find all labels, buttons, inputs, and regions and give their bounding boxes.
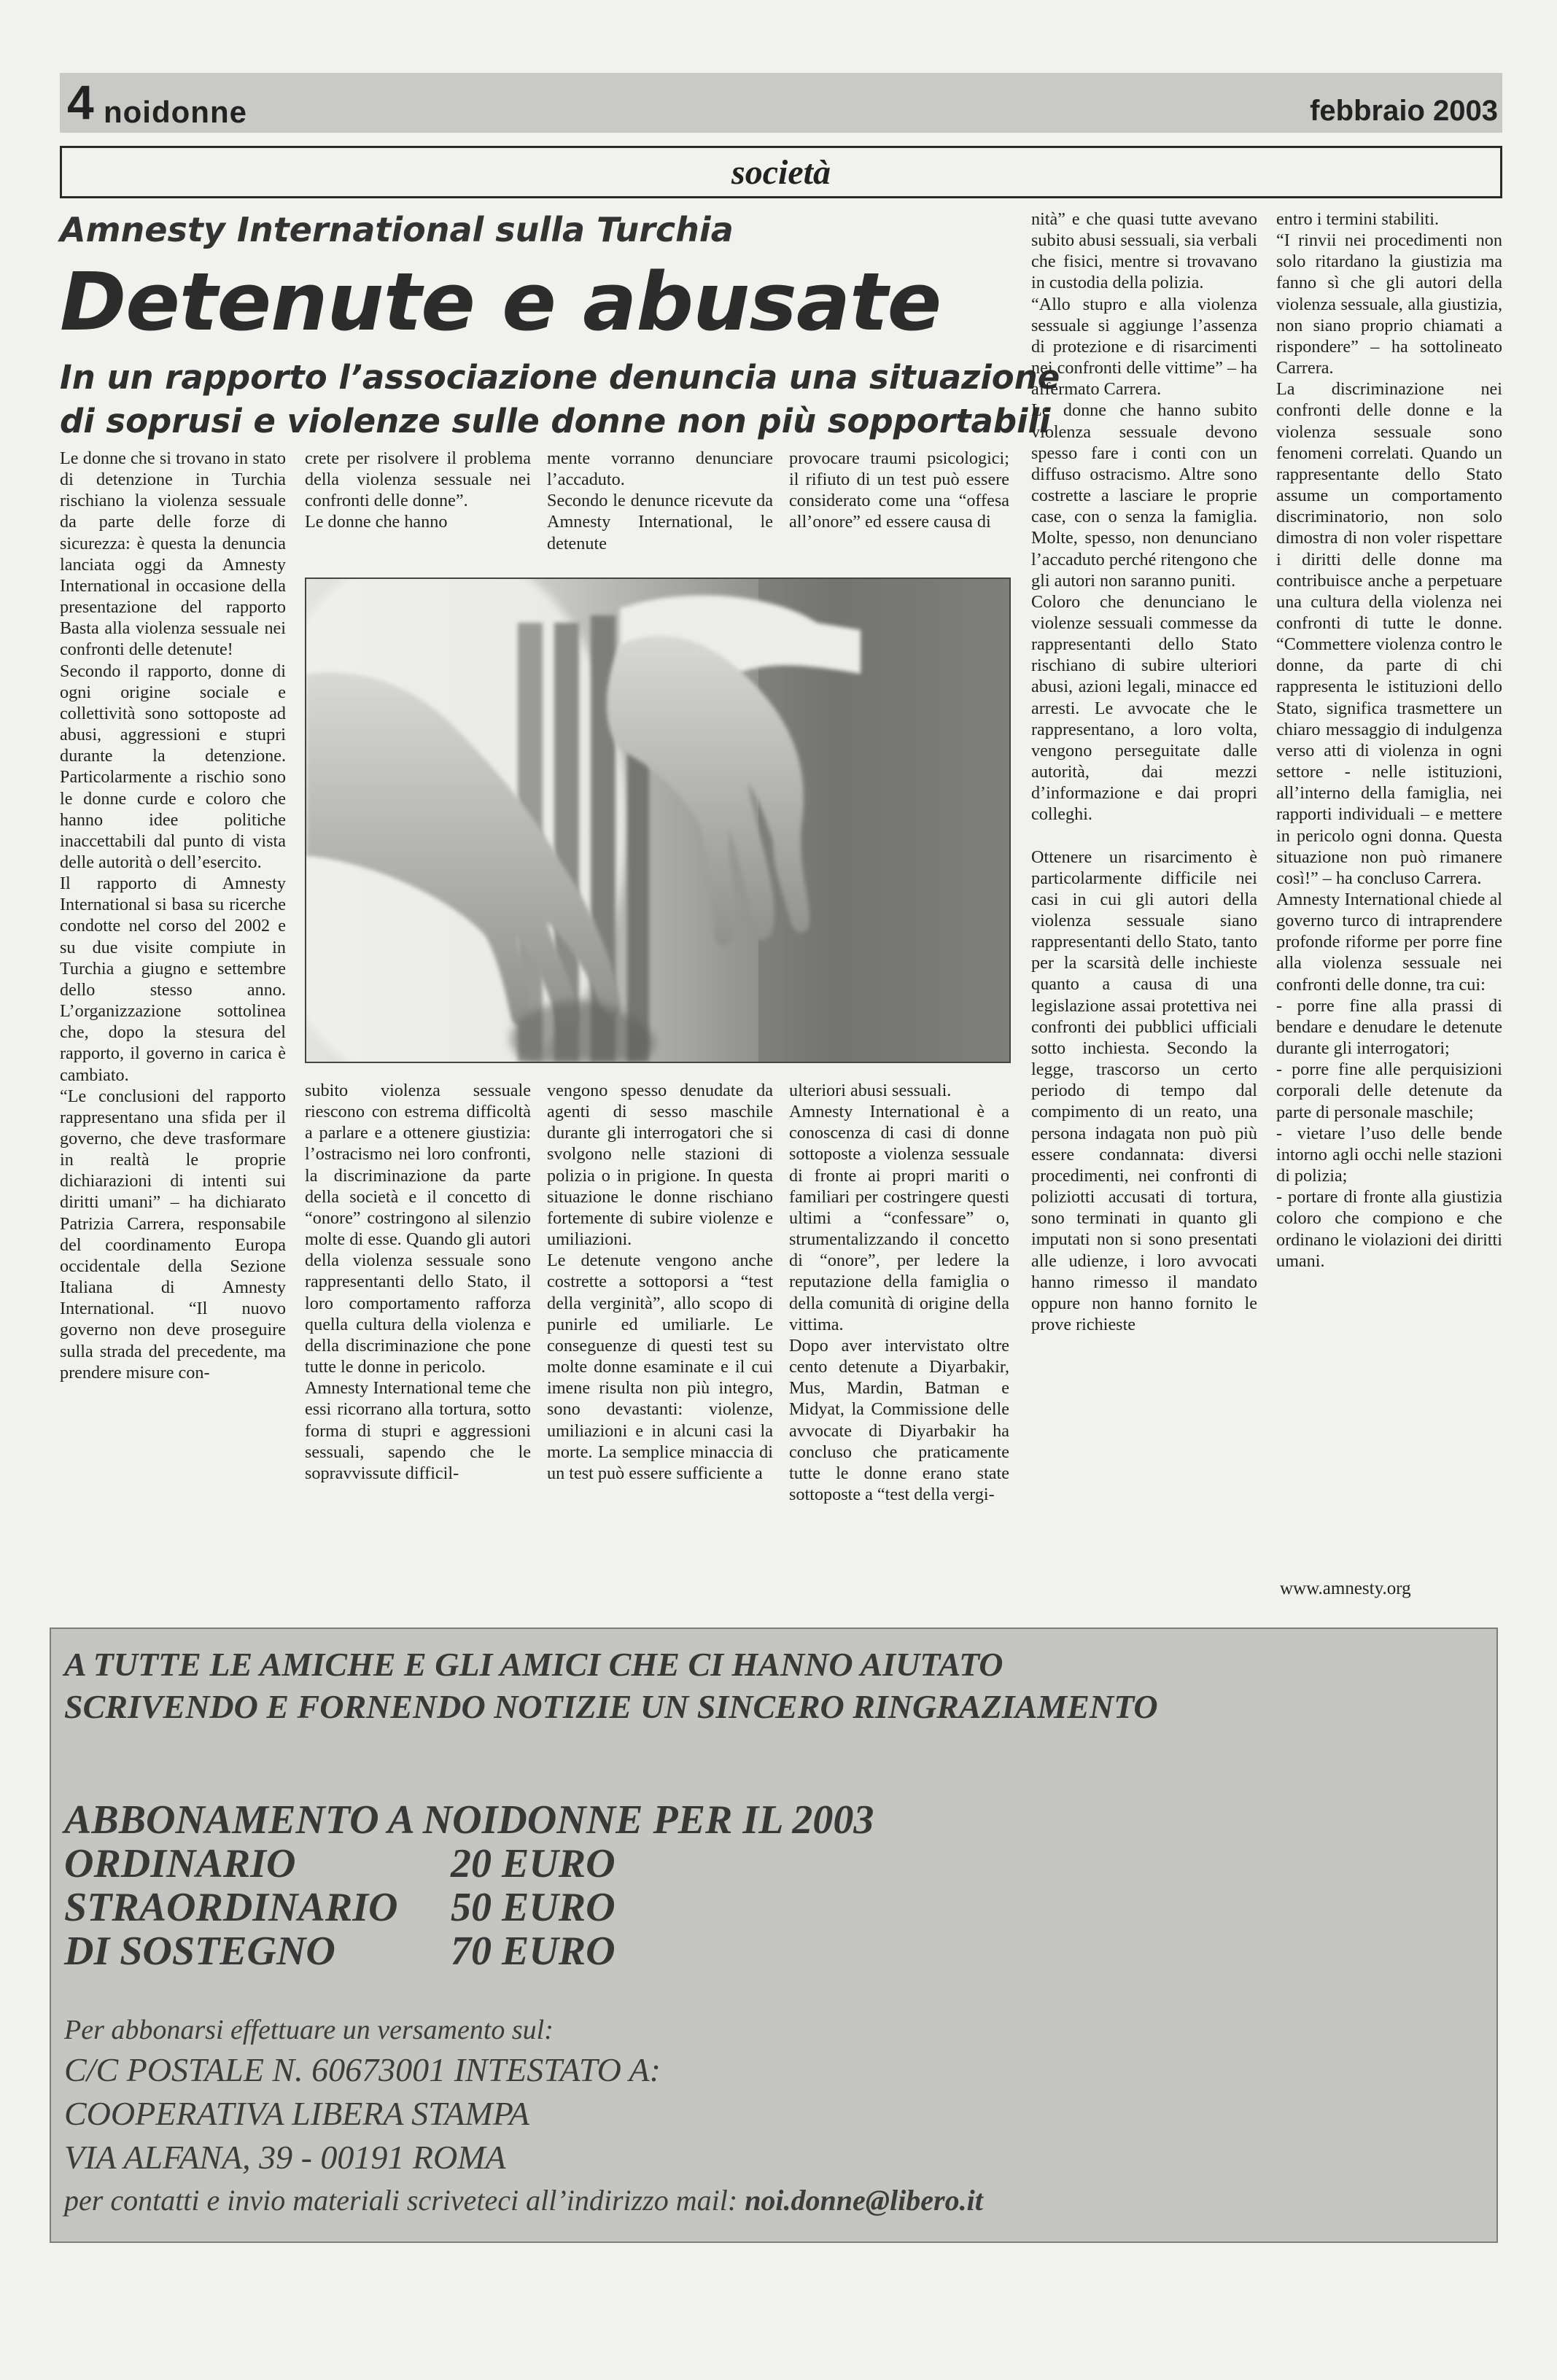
subscription-title: ABBONAMENTO A NOIDONNE PER IL 2003 — [64, 1797, 874, 1843]
paragraph: Coloro che denunciano le violenze sessuali commesse da rappresentanti dello Stato rischiano di subire ulteriori abusi, azioni legali, minacce ed arresti. Le avvocate che le rappresentano, a loro volta, vengono perseguitate dalle autorità, dai mezzi d’informazione e dai propri colleghi. — [1031, 591, 1257, 825]
photo-illustration — [306, 579, 1009, 1062]
paragraph: vengono spesso denudate da agenti di sesso maschile durante gli interrogatori che si svolgono nelle stazioni di polizia o in prigione. In questa situazione le donne rischiano fortemente di subire violenze e umiliazioni. — [547, 1081, 773, 1250]
contact-email-link[interactable]: noi.donne@libero.it — [745, 2184, 983, 2217]
paragraph: La discriminazione nei confronti delle donne e la violenza sessuale sono fenomeni correlati. Quando un rappresentante dello Stato assume un comportamento discriminatorio, non solo dimostra di non voler rispettare i diritti delle donne ma contribuisce anche a perpetuare una cultura della violenza nei confronti di tutte le donne. “Commettere violenza contro le donne, da parte di chi rappresenta le istituzioni dello Stato, significa trasmettere un chiaro messaggio di indulgenza verso atti di violenza in ogni settore - nelle istituzioni, all’interno della famiglia, nei rapporti individuali – e mettere in pericolo ogni donna. Questa situazione non può rimanere così!” – ha concluso Carrera. — [1276, 379, 1502, 888]
paragraph: “Allo stupro e alla violenza sessuale si aggiunge l’assenza di protezione e di risarcimenti nei confronti delle vittime” – ha affermato Carrera. — [1031, 294, 1257, 400]
paragraph: provocare traumi psicologici; il rifiuto di un test può essere considerato come una “offesa all’onore” ed essere causa di — [789, 448, 1009, 532]
subscription-tier-label: STRAORDINARIO — [64, 1885, 398, 1930]
article-column-3-bottom — [547, 1080, 773, 1484]
list-item: - portare di fronte alla giustizia coloro che compiono e che ordinano le violazioni dei diritti umani. — [1276, 1187, 1502, 1271]
article-column-2-bottom — [305, 1080, 531, 1484]
paragraph: ulteriori abusi sessuali. — [789, 1081, 952, 1100]
list-item: - porre fine alle perquisizioni corporali delle detenute da parte di personale maschile; — [1276, 1059, 1502, 1122]
paragraph: Dopo aver intervistato oltre cento detenute a Diyarbakir, Mus, Mardin, Batman e Midyat, la Commissione delle avvocate di Diyarbakir ha concluso che praticamente tutte le donne erano state sottoposte a “test della vergi- — [789, 1335, 1009, 1504]
list-item: - vietare l’uso delle bende intorno agli occhi nelle stazioni di polizia; — [1276, 1123, 1502, 1186]
payment-intro: Per abbonarsi effettuare un versamento sul: — [64, 2015, 554, 2045]
subscription-tier-label: DI SOSTEGNO — [64, 1929, 335, 1974]
payment-address: VIA ALFANA, 39 - 00191 ROMA — [64, 2139, 506, 2176]
page-number: 4 — [67, 75, 94, 129]
payment-account: C/C POSTALE N. 60673001 INTESTATO A: — [64, 2051, 661, 2088]
article-column-5 — [1031, 209, 1257, 1335]
paragraph: Le detenute vengono anche costrette a sottoporsi a “test della verginità”, allo scopo di punirle ed umiliarle. Le conseguenze di questi test su molte donne esaminate e il cui imene risulta non più integro, sono devastanti: violenze, umiliazioni e in alcuni casi la morte. La semplice minaccia di un test può essere sufficiente a — [547, 1251, 773, 1483]
article-column-4-top — [789, 448, 1009, 533]
article-column-2-top — [305, 448, 531, 533]
article-column-6 — [1276, 209, 1502, 1272]
paragraph: crete per risolvere il problema della violenza sessuale nei confronti delle donne”. — [305, 448, 531, 511]
paragraph: subito violenza sessuale riescono con estrema difficoltà a parlare e a ottenere giustizia: l’ostracismo nei loro confronti, la discriminazione da parte della società e il concetto di “onore” costringono al silenzio molte di esse. Quando gli autori della violenza sessuale sono rappresentanti dello Stato, il loro comportamento rafforza quella cultura della violenza e della discriminazione che pone tutte le donne in pericolo. — [305, 1081, 531, 1377]
article-kicker: Amnesty International sulla Turchia — [60, 210, 734, 249]
paragraph: Secondo le denunce ricevute da Amnesty International, le detenute — [547, 491, 773, 553]
publication-name: noidonne — [104, 95, 247, 129]
subheadline-line: In un rapporto l’associazione denuncia una situazione — [60, 358, 1060, 397]
paragraph: “Le conclusioni del rapporto rappresentano una sfida per il governo, che deve trasformare in realtà le proprie dichiarazioni di intenti sui diritti umani” – ha dichiarato Patrizia Carrera, responsabile del coordinamento Europa occidentale della Sezione Italiana di Amnesty International. “Il nuovo governo non deve proseguire sulla strada del precedente, ma prendere misure con- — [60, 1086, 286, 1382]
contact-text: per contatti e invio materiali scriveteci all’indirizzo mail: — [64, 2184, 745, 2217]
paragraph: nità” e che quasi tutte avevano subito abusi sessuali, sia verbali che fisici, mentre si trovavano in custodia della polizia. — [1031, 209, 1257, 293]
subscription-tier-price: 70 EURO — [451, 1929, 616, 1974]
paragraph: Le donne che hanno — [305, 512, 448, 532]
article-column-3-top — [547, 448, 773, 554]
article-photo-hands-behind-bars — [305, 578, 1011, 1063]
masthead — [60, 73, 1502, 133]
subscription-tier-price: 50 EURO — [451, 1885, 616, 1930]
paragraph: Ottenere un risarcimento è particolarmente difficile nei casi in cui gli autori della violenza sessuale siano rappresentanti dello Stato, tanto per la scarsità delle inchieste quanto a causa di una legislazione assai protettiva nei confronti dei pubblici ufficiali sotto inchiesta. Secondo la legge, trascorso un certo periodo di tempo dal compimento di un reato, una persona indagata non può più essere condannata: diversi procedimenti, nei confronti di poliziotti accusati di tortura, sono terminati in quanto gli imputati non si sono presentati alle udienze, i loro avvocati hanno rimesso il mandato oppure non hanno fornito le prove richieste — [1031, 847, 1257, 1334]
subscription-tier-price: 20 EURO — [451, 1841, 616, 1886]
payment-payee: COOPERATIVA LIBERA STAMPA — [64, 2095, 529, 2132]
paragraph: Le donne che hanno subito violenza sessuale devono spesso fare i conti con un diffuso ostracismo. Altre sono costrette a lasciare le proprie case, con o senza la famiglia. Molte, spesso, non denunciano l’accaduto perché ritengono che gli autori non saranno puniti. — [1031, 400, 1257, 591]
thanks-line: SCRIVENDO E FORNENDO NOTIZIE UN SINCERO RINGRAZIAMENTO — [64, 1688, 1158, 1725]
paragraph: Amnesty International è a conoscenza di casi di donne sottoposte a violenza sessuale di fronte ai propri mariti o familiari per costringere questi ultimi a “confessare” o, strumentalizzando il concetto di “onore”, per ledere la reputazione della famiglia o della comunità di origine della vittima. — [789, 1102, 1009, 1334]
issue-date: febbraio 2003 — [1310, 95, 1498, 127]
subscription-box — [50, 1628, 1498, 2243]
subheadline-line: di soprusi e violenze sulle donne non più sopportabili — [60, 402, 1051, 440]
article-subheadline — [60, 356, 1060, 443]
article-column-4-bottom — [789, 1080, 1009, 1505]
paragraph: Le donne che si trovano in stato di detenzione in Turchia rischiano la violenza sessuale da parte delle forze di sicurezza: è questa la denuncia lanciata oggi da Amnesty International in occasione della presentazione del rapporto Basta alla violenza sessuale nei confronti delle detenute! — [60, 448, 286, 660]
paragraph: Amnesty International chiede al governo turco di intraprendere profonde riforme per porre fine alla violenza sessuale nei confronti delle donne, tra cui: — [1276, 890, 1502, 995]
section-label: società — [731, 153, 831, 192]
source-url: www.amnesty.org — [1280, 1579, 1411, 1598]
article-column-1 — [60, 448, 286, 1383]
list-item: - porre fine alla prassi di bendare e denudare le detenute durante gli interrogatori; — [1276, 995, 1502, 1059]
paragraph: Amnesty International teme che essi ricorrano alla tortura, sotto forma di stupri e aggressioni sessuali, sapendo che le sopravvissute difficil- — [305, 1378, 531, 1483]
paragraph: Il rapporto di Amnesty International si basa su ricerche condotte nel corso del 2002 e su due visite compiute in Turchia a giugno e settembre dello stesso anno. L’organizzazione sottolinea che, dopo la stesura del rapporto, il governo in carica è cambiato. — [60, 874, 286, 1085]
thanks-line: A TUTTE LE AMICHE E GLI AMICI CHE CI HANNO AIUTATO — [64, 1646, 1003, 1683]
paragraph: mente vorranno denunciare l’accaduto. — [547, 448, 773, 490]
paragraph: “I rinvii nei procedimenti non solo ritardano la giustizia ma fanno sì che gli autori della violenza sessuale, alla giustizia, non siano proprio chiamati a rispondere” – ha sottolineato Carrera. — [1276, 230, 1502, 378]
section-header — [60, 146, 1502, 198]
subscription-tier-label: ORDINARIO — [64, 1841, 296, 1886]
contact-line — [64, 2183, 983, 2217]
article-headline: Detenute e abusate — [60, 255, 941, 349]
paragraph: Secondo il rapporto, donne di ogni origine sociale e collettività sono sottoposte ad abusi, aggressioni e stupri durante la detenzione. Particolarmente a rischio sono le donne curde e coloro che hanno idee politiche inaccettabili dal punto di vista delle autorità o dell’esercito. — [60, 661, 286, 872]
paragraph: entro i termini stabiliti. — [1276, 209, 1440, 229]
